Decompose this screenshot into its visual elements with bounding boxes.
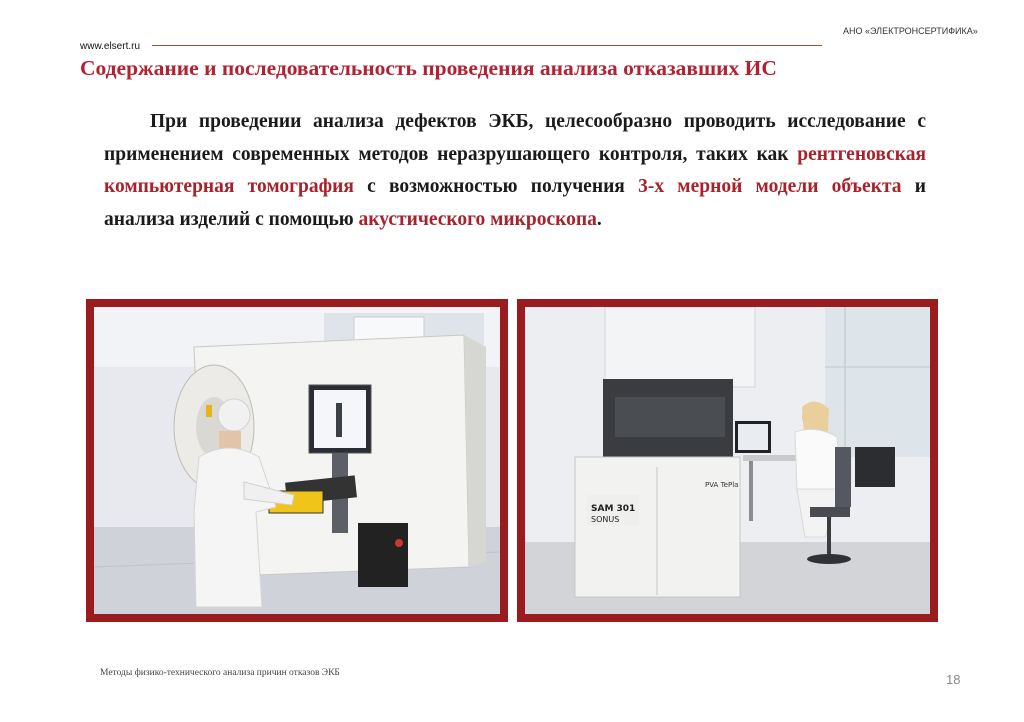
photo-acoustic-microscope (517, 299, 938, 622)
body-text-2: с возможностью получения (353, 176, 639, 197)
footer-caption: Методы физико-технического анализа причин отказов ЭКБ (100, 668, 340, 678)
page-number: 18 (946, 672, 961, 687)
acoustic-microscope-illustration (525, 307, 930, 614)
body-text-3: и анализа изделий с помощью (104, 176, 926, 230)
machine-model-label: SAM 301 (591, 504, 636, 514)
slide-title: Содержание и последовательность проведения анализа отказавших ИС (80, 56, 777, 80)
xray-tomograph-illustration (94, 307, 500, 614)
photo-xray-tomograph (86, 299, 508, 622)
machine-brand-label: PVA TePla (705, 481, 739, 489)
body-text-1: При проведении анализа дефектов ЭКБ, целесообразно проводить исследование с применением современных методов неразрушающего контроля, таких как (104, 111, 926, 165)
highlight-xray-tomography: рентгеновская компьютерная томография (104, 143, 926, 197)
highlight-acoustic-microscope: акустического микроскопа (358, 208, 597, 230)
highlight-3d-model: 3-х мерной модели объекта (638, 176, 902, 197)
organization-name: АНО «ЭЛЕКТРОНСЕРТИФИКА» (843, 26, 978, 36)
website-url[interactable]: www.elsert.ru (80, 41, 141, 52)
body-paragraph (104, 106, 926, 236)
header-rule (152, 45, 822, 46)
machine-series-label: SONUS (591, 515, 620, 524)
body-text-4: . (596, 208, 602, 230)
